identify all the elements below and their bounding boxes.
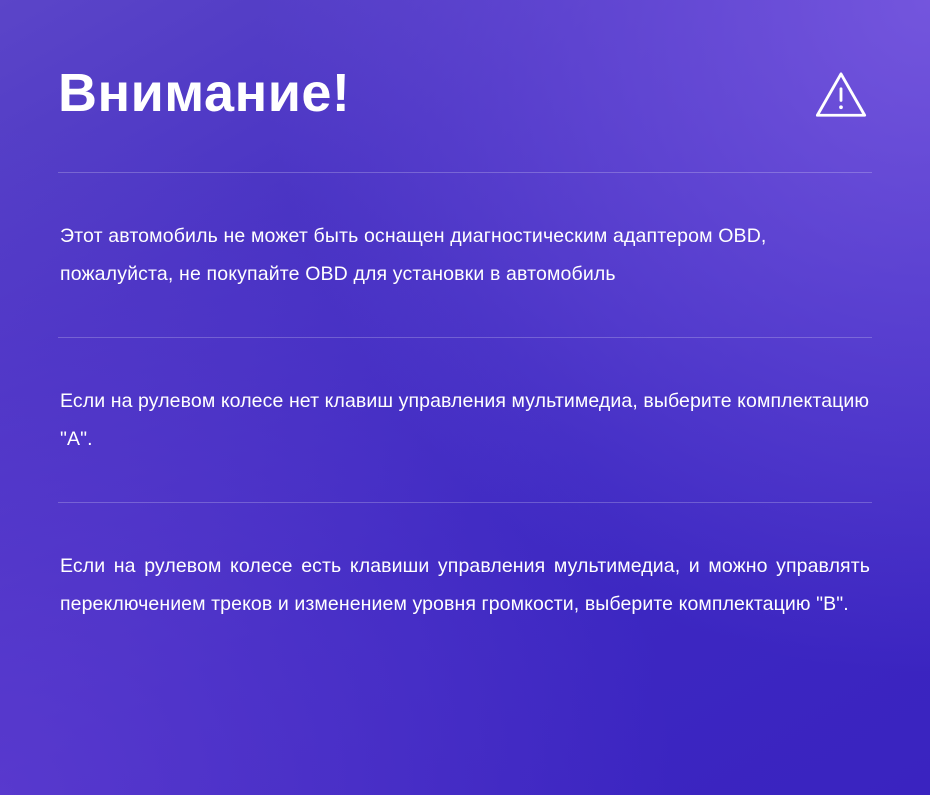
- section-obd-notice-text: Этот автомобиль не может быть оснащен диагностическим адаптером OBD, пожалуйста, не покупайте OBD для установки в автомобиль: [60, 225, 767, 286]
- page-header: [58, 0, 872, 172]
- section-variant-b-notice-text: Если на рулевом колесе есть клавиши управления мультимедиа, и можно управлять переключением треков и изменением уровня громкости, выберите комплектацию "B".: [60, 555, 870, 616]
- section-variant-a-notice: [58, 338, 872, 502]
- section-obd-notice: [58, 173, 872, 337]
- section-variant-b-notice: [58, 503, 872, 667]
- warning-triangle-icon: [814, 68, 868, 122]
- section-variant-a-notice-text: Если на рулевом колесе нет клавиш управления мультимедиа, выберите комплектацию "A".: [60, 390, 870, 451]
- page-title: Внимание!: [58, 62, 351, 123]
